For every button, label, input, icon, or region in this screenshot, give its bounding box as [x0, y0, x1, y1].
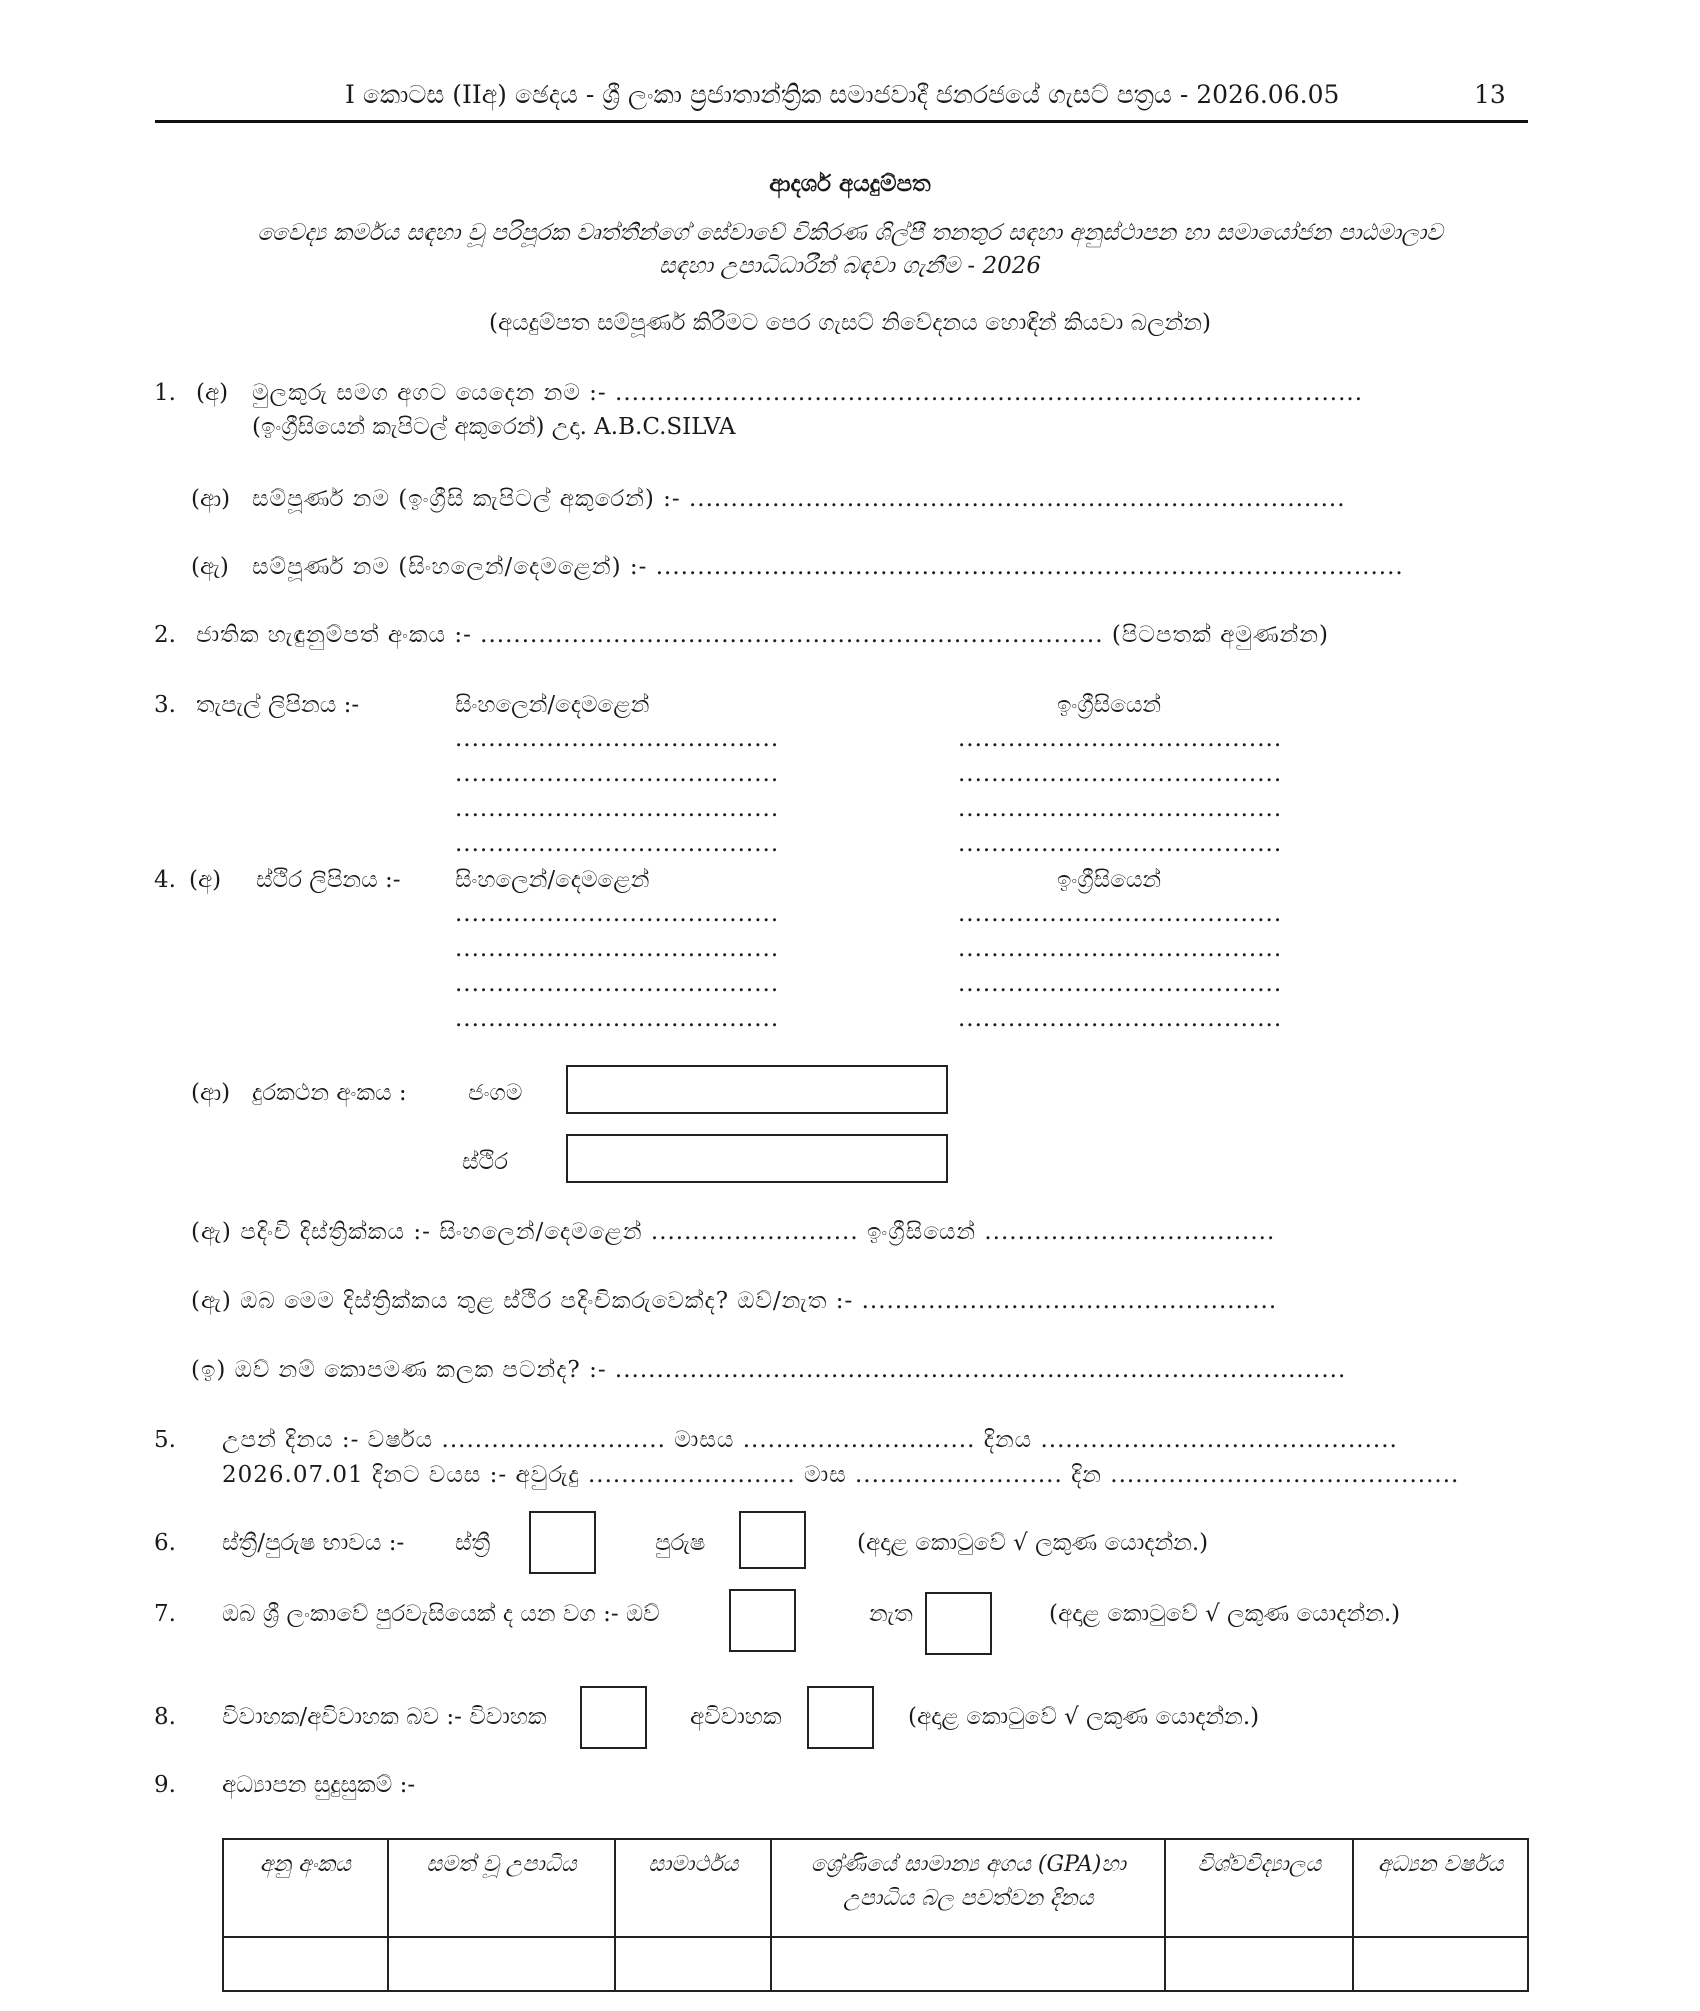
q4-english-line-4[interactable]: .......................................: [958, 1006, 1283, 1032]
education-table-header: [223, 1839, 1528, 1937]
cell-serial-number[interactable]: [223, 1937, 388, 1991]
q1b-full-name-english-field[interactable]: සම්පූර්ණ නම (ඉංග්‍රීසි කැපිටල් අකුරෙන්) :- ...............................................................................: [252, 486, 1346, 512]
cell-university[interactable]: [1165, 1937, 1353, 1991]
q9-education-label: අධ්‍යාපන සුදුසුකම් :-: [222, 1772, 416, 1798]
q4-sinhala-line-3[interactable]: .......................................: [455, 971, 780, 997]
q6-male-label: පුරුෂ: [655, 1530, 706, 1556]
married-checkbox[interactable]: [580, 1686, 647, 1749]
q4-number: 4.: [154, 867, 176, 893]
q2-nic-field[interactable]: ජාතික හැඳුනුම්පත් අංකය :- ........................................................................... (පිටපතක් අමුණන්න): [196, 622, 1329, 648]
q6-gender-label: ස්ත්‍රී/පුරුෂ භාවය :-: [222, 1530, 405, 1556]
col-gpa-effective-date: ශ්‍රේණියේ සාමාන්‍ය අගය (GPA)හා උපාධිය බල පවත්වන දිනය: [771, 1839, 1165, 1937]
q7-note: (අදාළ කොටුවේ √ ලකුණ යොදන්න.): [1049, 1601, 1401, 1627]
q8-note: (අදාළ කොටුවේ √ ලකුණ යොදන්න.): [908, 1704, 1260, 1730]
q3-sinhala-line-2[interactable]: .......................................: [455, 761, 780, 787]
q1-number: 1.: [154, 380, 176, 406]
running-title: I කොටස (IIඅ) ඡෙදය - ශ්‍රී ලංකා ප්‍රජාතාන්ත්‍රික සමාජවාදී ජනරජයේ ගැසට් පත්‍රය - 2026.06.05: [345, 80, 1340, 109]
q4-english-line-2[interactable]: .......................................: [958, 936, 1283, 962]
q4c-residential-district-field[interactable]: (ඇ) පදිංචි දිස්ත්‍රික්කය :- සිංහලෙන්/දෙමළෙන් ......................... ඉංග්‍රීසියෙන් ...................................: [191, 1219, 1276, 1245]
education-table: [222, 1838, 1529, 1992]
q4-col-sinhala: සිංහලෙන්/දෙමළෙන්: [455, 867, 650, 893]
q4b-phone-label: දුරකථන අංකය :: [252, 1080, 407, 1106]
q7-no-label: නැත: [869, 1601, 913, 1627]
q8-number: 8.: [154, 1704, 176, 1730]
form-title-line2: සඳහා උපාධිධාරීන් බඳවා ගැනීම - 2026: [658, 253, 1042, 279]
cell-academic-year[interactable]: [1353, 1937, 1528, 1991]
q7-number: 7.: [154, 1601, 176, 1627]
cell-gpa-effective-date[interactable]: [771, 1937, 1165, 1991]
q3-label: තැපැල් ලිපිනය :-: [196, 692, 360, 718]
q4a-permanent-address-label: ස්ථිර ලිපිනය :-: [256, 867, 401, 893]
col-serial-number: අනු අංකය: [223, 1839, 388, 1937]
q4-sinhala-line-2[interactable]: .......................................: [455, 936, 780, 962]
form-heading: ආදර්ශ අයදුම්පත: [769, 170, 931, 197]
q3-col-english: ඉංග්‍රීසියෙන්: [1057, 692, 1162, 718]
citizen-no-checkbox[interactable]: [925, 1592, 992, 1655]
cell-pass-level[interactable]: [615, 1937, 771, 1991]
q4b-mobile-label: ජංගම: [468, 1080, 523, 1106]
unmarried-checkbox[interactable]: [807, 1686, 874, 1749]
q8-marital-label: විවාහක/අවිවාහක බව :- විවාහක: [222, 1704, 547, 1730]
q3-col-sinhala: සිංහලෙන්/දෙමළෙන්: [455, 692, 650, 718]
q4b-label: (ආ): [191, 1080, 231, 1106]
q3-english-line-3[interactable]: .......................................: [958, 796, 1283, 822]
fixed-phone-input-box[interactable]: [566, 1134, 948, 1183]
header-rule: [155, 120, 1528, 123]
q5-date-of-birth-field[interactable]: උපන් දිනය :- වර්ෂය ........................... මාසය ............................ දිනය ...........................................: [222, 1427, 1398, 1453]
q4-sinhala-line-1[interactable]: .......................................: [455, 901, 780, 927]
q8-unmarried-label: අවිවාහක: [690, 1704, 782, 1730]
cell-degree[interactable]: [388, 1937, 616, 1991]
q4b-fixed-label: ස්ථිර: [462, 1149, 508, 1175]
col-pass-level: සාමාර්ථය: [615, 1839, 771, 1937]
q4-sinhala-line-4[interactable]: .......................................: [455, 1006, 780, 1032]
q1c-full-name-sinhala-field[interactable]: සම්පූර්ණ නම (සිංහලෙන්/දෙමළෙන්) :- ..........................................................................................: [252, 554, 1404, 580]
q5-age-field[interactable]: 2026.07.01 දිනට වයස :- අවුරුදු ......................... මාස ......................... දින ..........................................: [222, 1462, 1460, 1488]
q9-number: 9.: [154, 1772, 176, 1798]
q5-number: 5.: [154, 1427, 176, 1453]
col-university: විශ්වවිද්‍යාලය: [1165, 1839, 1353, 1937]
table-row: [223, 1937, 1528, 1991]
q3-english-line-1[interactable]: .......................................: [958, 726, 1283, 752]
form-instruction: (අයදුම්පත සම්පූර්ණ කිරීමට පෙර ගැසට් නිවේදනය හොඳින් කියවා බලන්න): [489, 310, 1211, 336]
q3-english-line-4[interactable]: .......................................: [958, 831, 1283, 857]
q1b-label: (ආ): [191, 486, 231, 512]
female-checkbox[interactable]: [529, 1511, 596, 1574]
q1a-initials-name-field[interactable]: මුලකුරු සමග අගට යෙදෙන නම :- ..........................................................................................: [252, 380, 1364, 406]
q3-sinhala-line-3[interactable]: .......................................: [455, 796, 780, 822]
q3-english-line-2[interactable]: .......................................: [958, 761, 1283, 787]
mobile-phone-input-box[interactable]: [566, 1065, 948, 1114]
q4a-label: (අ): [189, 867, 222, 893]
q4-english-line-3[interactable]: .......................................: [958, 971, 1283, 997]
q1a-hint: (ඉංග්‍රීසියෙන් කැපිටල් අකුරෙන්) උදා. A.B.C.SILVA: [252, 414, 736, 440]
q3-number: 3.: [154, 692, 176, 718]
q6-number: 6.: [154, 1530, 176, 1556]
page-number: 13: [1474, 80, 1506, 109]
q6-female-label: ස්ත්‍රී: [455, 1530, 491, 1556]
q2-number: 2.: [154, 622, 176, 648]
q4e-since-when-field[interactable]: (ඉ) ඔව් නම් කොපමණ කලක පටන්ද? :- ........................................................................................: [191, 1357, 1347, 1383]
q4-english-line-1[interactable]: .......................................: [958, 901, 1283, 927]
q7-citizenship-label: ඔබ ශ්‍රී ලංකාවේ පුරවැසියෙක් ද යන වග :- ඔව්: [222, 1601, 660, 1627]
q6-note: (අදාළ කොටුවේ √ ලකුණ යොදන්න.): [857, 1530, 1209, 1556]
q4-col-english: ඉංග්‍රීසියෙන්: [1057, 867, 1162, 893]
citizen-yes-checkbox[interactable]: [729, 1589, 796, 1652]
q4d-permanent-resident-field[interactable]: (ඇ) ඔබ මෙම දිස්ත්‍රික්කය තුළ ස්ථිර පදිංචිකරුවෙක්ද? ඔව්/නැත :- ..................................................: [191, 1288, 1278, 1314]
q3-sinhala-line-4[interactable]: .......................................: [455, 831, 780, 857]
form-title-line1: වෛද්‍ය කර්මය සඳහා වූ පරිපූරක වෘත්තීන්ගේ සේවාවේ විකිරණ ශිල්පී තනතුර සඳහා අනුස්ථාපන හා සමායෝජන පාඨමාලාව: [257, 220, 1443, 246]
col-degree: සමත් වූ උපාධිය: [388, 1839, 616, 1937]
col-academic-year: අධ්‍යන වර්ෂය: [1353, 1839, 1528, 1937]
q1c-label: (ඇ): [191, 554, 229, 580]
q1a-label: (අ): [196, 380, 229, 406]
male-checkbox[interactable]: [739, 1511, 806, 1569]
q3-sinhala-line-1[interactable]: .......................................: [455, 726, 780, 752]
